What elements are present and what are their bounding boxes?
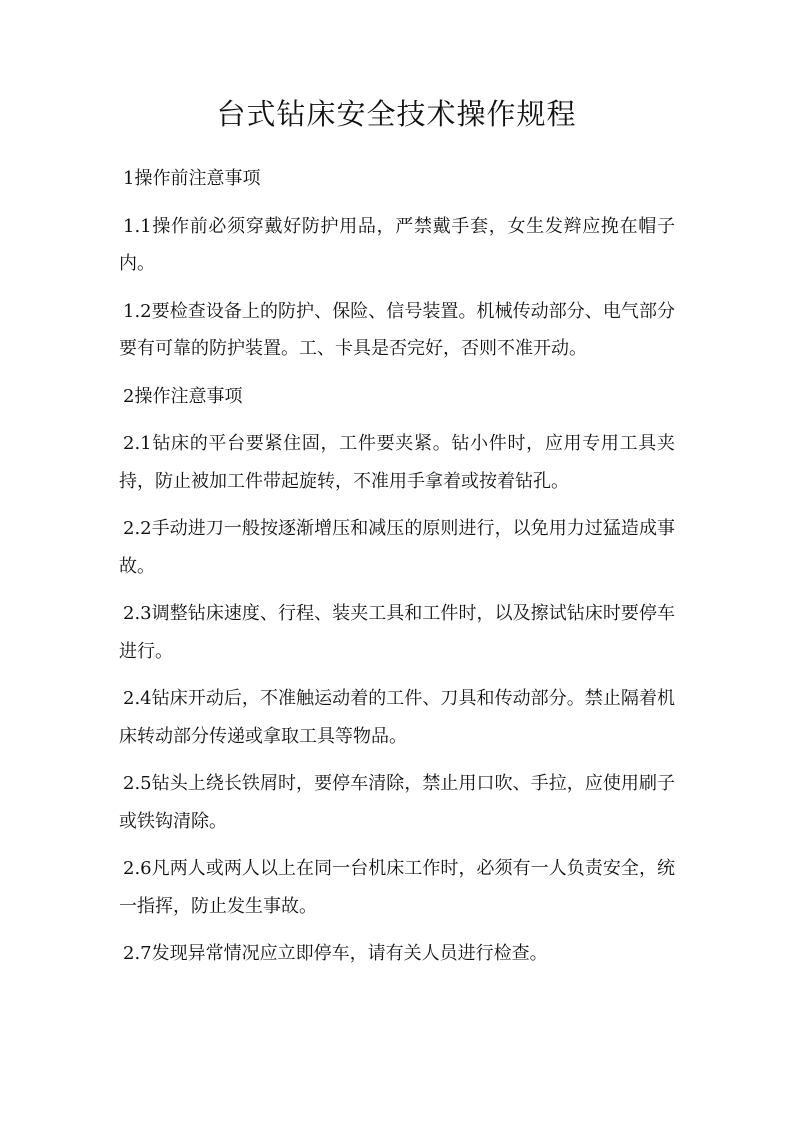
clause-1-2: 1.2要检查设备上的防护、保险、信号装置。机械传动部分、电气部分要有可靠的防护装置。工、卡具是否完好，否则不准开动。 — [119, 300, 675, 359]
clause-2-4: 2.4钻床开动后，不准触运动着的工件、刀具和传动部分。禁止隔着机床转动部分传递或拿取工具等物品。 — [119, 688, 675, 747]
document-body — [119, 160, 675, 983]
section-heading-2: 2操作注意事项 — [123, 385, 243, 407]
document-title: 台式钻床安全技术操作规程 — [216, 97, 577, 131]
clause-2-1: 2.1钻床的平台要紧住固，工件要夹紧。钻小件时，应用专用工具夹持，防止被加工件带起旋转，不准用手拿着或按着钻孔。 — [119, 433, 675, 492]
section-heading-1: 1操作前注意事项 — [123, 168, 261, 189]
clause-2-3: 2.3调整钻床速度、行程、装夹工具和工件时，以及擦试钻床时要停车进行。 — [119, 603, 675, 662]
clause-2-5: 2.5钻头上绕长铁屑时，要停车清除，禁止用口吹、手拉，应使用刷子或铁钩清除。 — [119, 773, 675, 832]
clause-2-2: 2.2手动进刀一般按逐渐增压和减压的原则进行，以免用力过猛造成事故。 — [119, 518, 675, 577]
clause-2-7: 2.7发现异常情况应立即停车，请有关人员进行检查。 — [123, 943, 548, 964]
clause-1-1: 1.1操作前必须穿戴好防护用品，严禁戴手套，女生发辫应挽在帽子内。 — [119, 215, 675, 274]
clause-2-6: 2.6凡两人或两人以上在同一台机床工作时，必须有一人负责安全，统一指挥，防止发生事故。 — [119, 858, 675, 917]
